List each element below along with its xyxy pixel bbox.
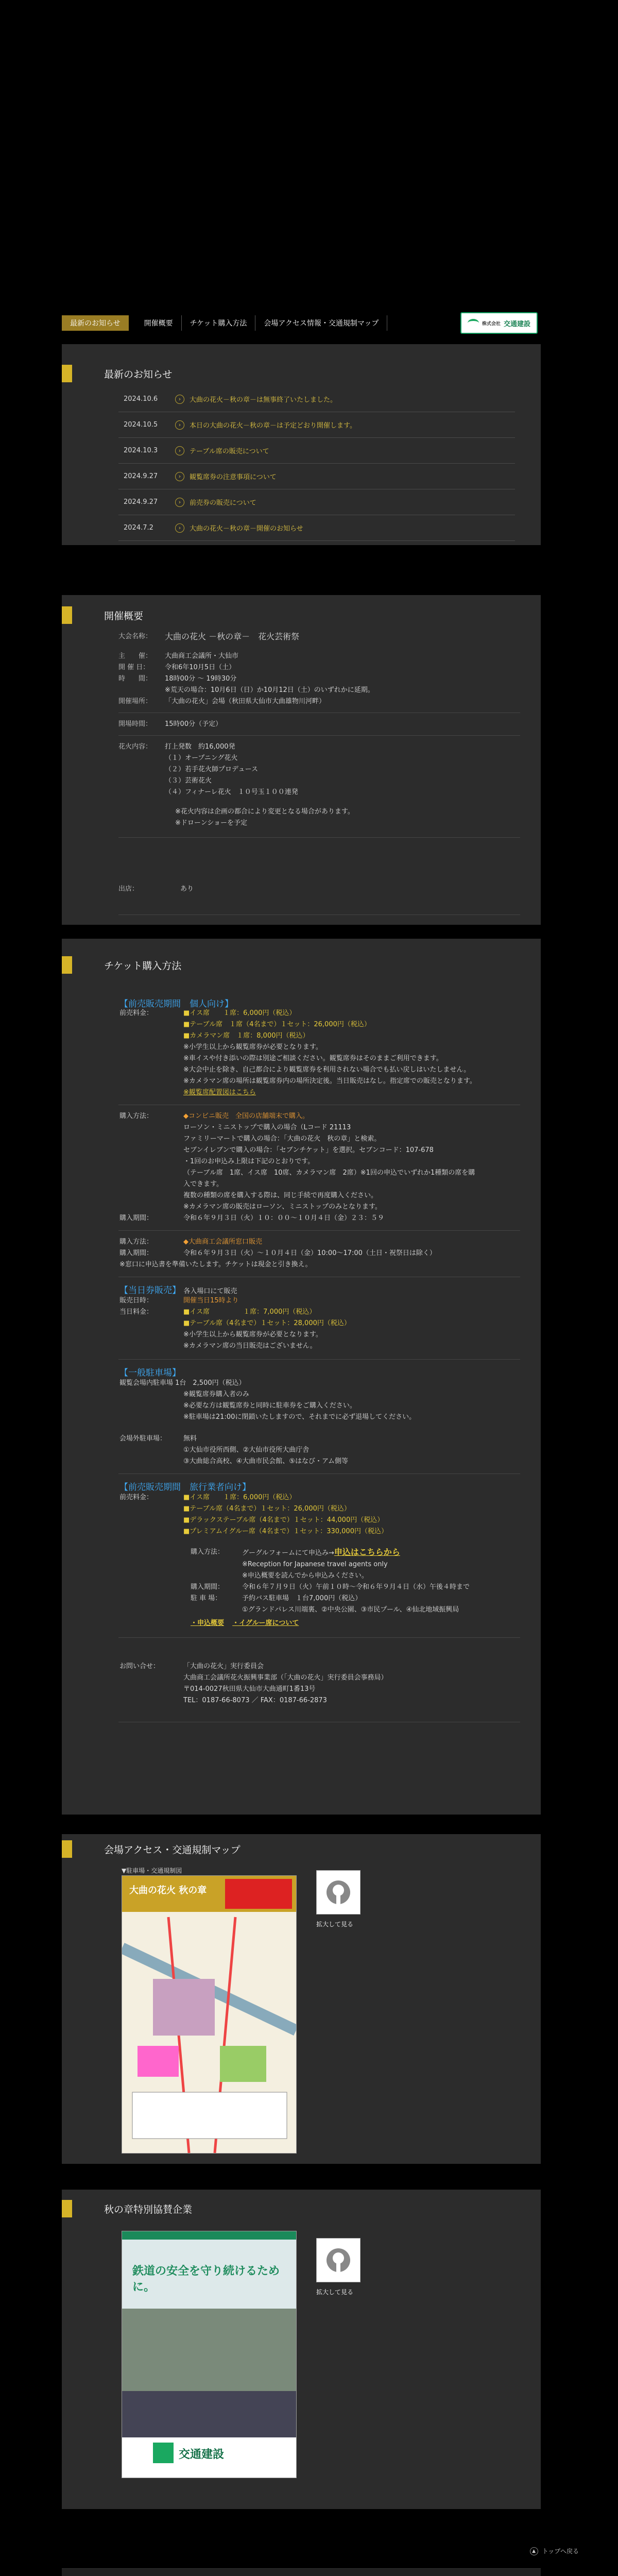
map-heading: 大曲の花火 秋の章: [129, 1885, 207, 1896]
apply-link[interactable]: 申込はこちらから: [334, 1547, 400, 1557]
back-to-top[interactable]: ▲ トップへ戻る: [530, 2547, 579, 2555]
logo-mark-icon: [468, 319, 479, 327]
magnifier-icon: [327, 2248, 350, 2272]
news-item[interactable]: 2024.7.2 › 大曲の花火－秋の章－開催のお知らせ: [118, 515, 515, 541]
chevron-right-icon: ›: [175, 395, 184, 404]
nav-item-tickets[interactable]: チケット購入方法: [182, 315, 256, 331]
news-item[interactable]: 2024.10.3 › テーブル席の販売について: [118, 438, 515, 464]
sponsor-ad-image[interactable]: [122, 2231, 297, 2478]
nav-item-news[interactable]: 最新のお知らせ: [62, 315, 129, 331]
news-item[interactable]: 2024.9.27 › 前売券の販売について: [118, 489, 515, 515]
map-illustration: [122, 1876, 296, 2153]
outline-link[interactable]: ・申込概要: [191, 1619, 225, 1627]
magnifier-icon: [327, 1880, 350, 1904]
overview-title: 開催概要: [104, 611, 144, 622]
access-map-image[interactable]: [122, 1875, 297, 2154]
ad-slogan: 鉄道の安全を守り続けるために。: [132, 2265, 280, 2294]
tickets-section: チケット購入方法 【前売販売期間 個人向け】 前売料金： ■イス席 １席：6,000円（税込） ■テーブル席 １席（4名まで）１セット：26,000円（税込） ■カメラマン席 １席：8,000円（税込） ※小学生以上から観覧席券が必要となります。 ※車イスや付き添いの際は別途ご相談ください。観覧席券はそのままご利用できます。 ※大会中止を除き、自己都合により観覧席券を利用されない場合でも払い戻しはいたしません。 ※カメラマン席の場所は観覧席券内の場所決定後。当日販売はなし。指定席での販売となります。 ※観覧席配置図はこちら 購入方法： ◆コンビニ販売 全国の店舗端末で購入。 ローソン・ミニストップで購入の場合（Lコード 21113 ファミリーマートで購入の場合：「大曲の花火 秋の章」と検索。 セブンイレブンで購入の場合：「セブンチケット」を選択。セブンコード：107-678 ・1回のお申込み上限は下記のとおりです。 （テーブル席 1席、イス席 10席、カメラマン席 2席）※1回の申込でいずれか1種類の席を購 入できます。 複数の種類の席を購入する際は、同じ手続で再度購入ください。 ※カメラマン席の販売はローソン、ミニストップのみとなります。 購入期間： 令和６年９月３日（火）１０：００～１０月４日（金）２３：５９ 購入方法： ◆大曲商工会議所窓口販売 購入期間： 令和６年９月３日（火）～１０月４日（金）10:00～17:00（土日・祝祭日は除く） ※窓口に申込書を準備いたします。チケットは現金と引き換え。 【当日券販売】 各入場口にて販売 販売日時： 開催当日15時より 当日料金： ■イス席 １席：7,000円（税込） ■テーブル席（4名まで）１セット：28,000円（税込） ※小学生以上から観覧席券が必要となります。 ※カメラマン席の当日販売はございません。 【一般駐車場】 観覧会場内駐車場 1台 2,500円（税込） ※観覧席券購入者のみ ※必要な方は観覧席券と同時に駐車券をご購入ください。 ※駐車場は21:00に閉鎖いたしますので、それまでに必ず退場してください。 会場外駐車場： 無料 ①大仙市役所西側、②大仙市役所大曲庁舎 ③大曲総合高校、④大曲市民会館、⑤はなび・アム側等 【前売販売期間 旅行業者向け】 前売料金： ■イス席 １席：6,000円（税込） ■テーブル席（4名まで）１セット：26,000円（税込） ■デラックステーブル席（4名まで）１セット：44,000円（税込） ■プレミアムイグルー席（4名まで）１セット：330,000円（税込） 購入方法： グーグルフォームにて申込み→申込はこちらから ※Reception for Japanese travel agents only ※申込概要を読んでから申込みください。 購入期間： 令和６年７月９日（火）午前１０時～令和６年９月４日（水）午後４時まで 駐 車 場： 予約バス駐車場 １台7,000円（税込） ①グランドパレス川端裏、②中央公園、③市民プール、④仙北地域振興局 ・申込概要 ・イグルー席について お問い合せ： 「大曲の花火」実行委員会 大曲商工会議所花火振興事業部（「大曲の花火」実行委員会事務局） 〒014-0027秋田県大仙市大曲通町1番13号 TEL：0187-66-8073 ／ FAX：0187-66-2873: [62, 939, 541, 1815]
ad-company: 交通建設: [179, 2448, 225, 2461]
chevron-right-icon: ›: [175, 420, 184, 430]
sponsor-title: 秋の章特別協賛企業: [104, 2204, 193, 2215]
arrow-up-icon: ▲: [530, 2547, 538, 2555]
news-item[interactable]: 2024.10.5 › 本日の大曲の花火－秋の章－は予定どおり開催します。: [118, 412, 515, 438]
nav-item-access[interactable]: 会場アクセス情報・交通規制マップ: [255, 315, 387, 331]
news-item[interactable]: 2024.9.27 › 観覧席券の注意事項について: [118, 464, 515, 489]
news-section: [62, 344, 541, 545]
zoom-sponsor-button[interactable]: [316, 2238, 360, 2282]
nav-item-overview[interactable]: 開催概要: [136, 315, 182, 331]
tickets-title: チケット購入方法: [104, 960, 182, 972]
main-nav: [62, 311, 541, 335]
news-item[interactable]: 2024.10.6 › 大曲の花火－秋の章－は無事終了いたしました。: [118, 386, 515, 412]
hero-banner: [0, 0, 618, 309]
chevron-right-icon: ›: [175, 472, 184, 481]
chevron-right-icon: ›: [175, 446, 184, 455]
zoom-map-button[interactable]: [316, 1870, 360, 1914]
news-title: 最新のお知らせ: [104, 369, 173, 380]
footer: [62, 2568, 541, 2576]
chevron-right-icon: ›: [175, 498, 184, 507]
igloo-link[interactable]: ・イグルー席について: [232, 1619, 299, 1627]
overview-section: 開催概要 大会名称： 大曲の花火 －秋の章－ 花火芸術祭 主 催： 大曲商工会議所・大仙市 開 催 日： 令和6年10月5日（土） 時 間： 18時00分 ～ 19時30分 ※荒天の場合：10月6日（日）か10月12日（土）のいずれかに延期。 開催場所： 「大曲の花火」会場（秋田県大仙市大曲雄物川河畔） 開場時間： 15時00分（予定） 花火内容： 打上発数 約16,000発 （１）オープニング花火 （２）若手花火師プロデュース （３）芸術花火 （４）フィナーレ花火 １０号玉１００連発 ※花火内容は企画の都合により変更となる場合があります。 ※ドローンショーを予定 出店： あり: [62, 595, 541, 925]
chevron-right-icon: ›: [175, 523, 184, 533]
access-section: 会場アクセス・交通規制マップ ▼駐車場・交通規制図 大曲の花火 秋の章 拡大して見る: [62, 1834, 541, 2164]
sponsor-logo[interactable]: 株式会社 交通建設: [460, 312, 538, 334]
seat-map-link[interactable]: ※観覧席配置図はこちら: [183, 1089, 256, 1096]
access-title: 会場アクセス・交通規制マップ: [104, 1844, 241, 1856]
sponsor-section: 秋の章特別協賛企業 鉄道の安全を守り続けるために。 交通建設 拡大して見る: [62, 2190, 541, 2509]
